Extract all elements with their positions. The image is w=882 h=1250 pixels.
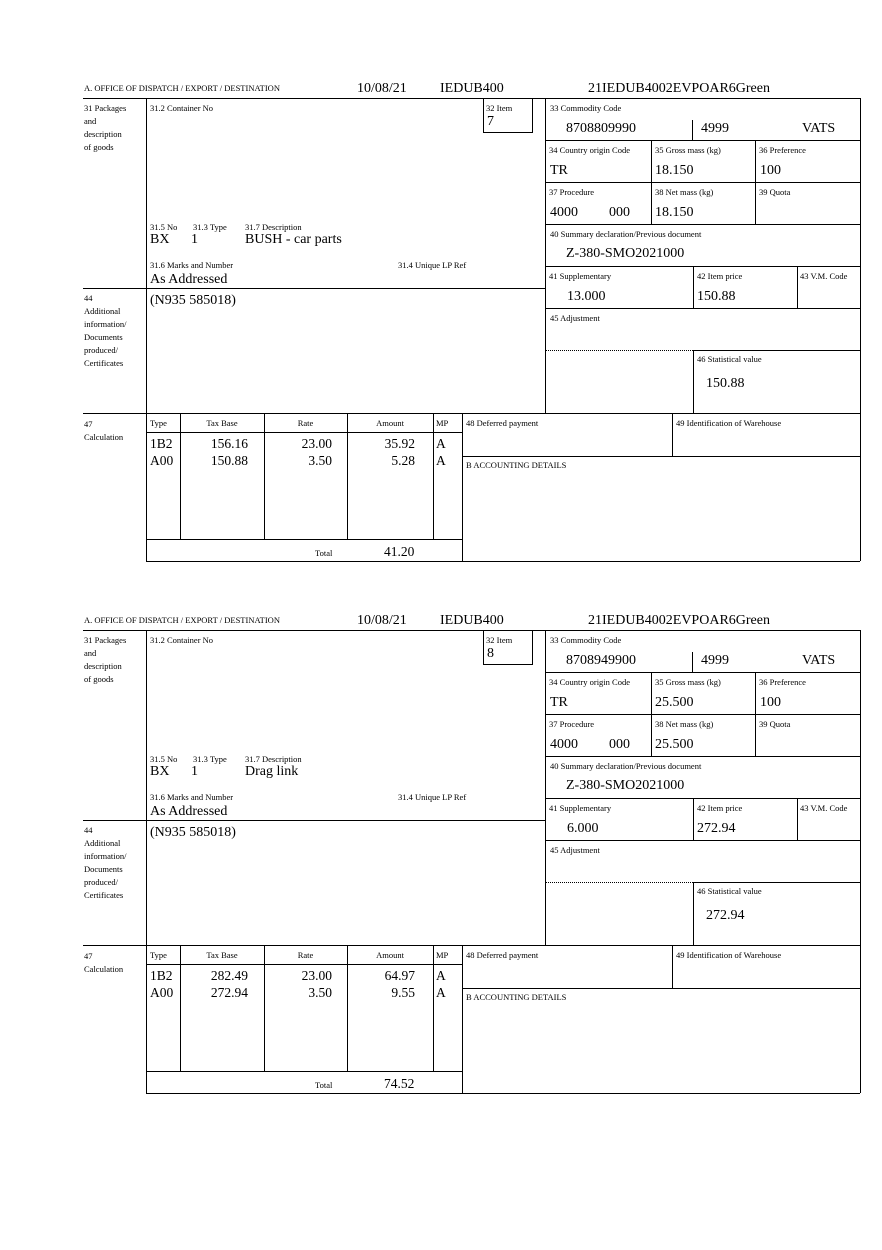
stat-value-label: 46 Statistical value <box>697 354 762 364</box>
header-date: 10/08/21 <box>357 613 407 628</box>
row-line-413 <box>83 413 860 414</box>
row-line-182 <box>545 182 860 183</box>
gross-mass-label: 35 Gross mass (kg) <box>655 677 721 687</box>
col-mp-header: MP <box>436 950 449 960</box>
row-line-308 <box>545 308 860 309</box>
box31-label: 31 Packages and description of goods <box>84 103 127 152</box>
package-no: BX <box>150 232 170 247</box>
gross-mass: 18.150 <box>655 163 694 178</box>
calc-col-line-4 <box>433 945 434 1071</box>
col-rate-header: Rate <box>297 418 314 428</box>
warehouse-id-label: 49 Identification of Warehouse <box>676 950 782 960</box>
country-origin: TR <box>550 695 568 710</box>
type-label: 31.3 Type <box>193 754 227 764</box>
col-line-672 <box>672 413 673 456</box>
calc-header-line <box>146 964 462 965</box>
calc-row-1-type: 1B2 <box>150 436 173 451</box>
goods-description: BUSH - car parts <box>245 232 342 247</box>
calc-right-line <box>462 945 463 1093</box>
commodity-add-code: 4999 <box>701 121 729 136</box>
commodity-code-label: 33 Commodity Code <box>550 103 622 113</box>
supplementary: 13.000 <box>567 289 606 304</box>
commodity-code: 8708809990 <box>566 121 636 136</box>
col-line-797 <box>797 266 798 308</box>
col-rate-header: Rate <box>297 950 314 960</box>
calc-col-line-3 <box>347 413 348 539</box>
unique-ref-label: 31.4 Unique LP Ref <box>398 260 467 270</box>
net-mass: 25.500 <box>655 737 694 752</box>
accounting-label: B ACCOUNTING DETAILS <box>466 992 567 1002</box>
row-line-288 <box>83 288 545 289</box>
procedure: 4000 <box>550 205 578 220</box>
procedure-label: 37 Procedure <box>549 719 595 729</box>
item-box-left-line <box>483 98 484 132</box>
item-box-right-line <box>532 630 533 664</box>
row-line-308 <box>545 840 860 841</box>
row-line-266 <box>545 266 860 267</box>
row-line-288 <box>83 820 545 821</box>
stat-value-label: 46 Statistical value <box>697 886 762 896</box>
procedure-label: 37 Procedure <box>549 187 595 197</box>
col-tax-base-header: Tax Base <box>206 950 238 960</box>
country-origin-label: 34 Country origin Code <box>549 677 630 687</box>
calc-row-1-tax-base: 282.49 <box>210 968 248 983</box>
frame-left-line <box>146 630 147 1093</box>
header-office: IEDUB400 <box>440 613 504 628</box>
package-type: 1 <box>191 232 198 247</box>
accounting-label: B ACCOUNTING DETAILS <box>466 460 567 470</box>
row-line-456 <box>462 456 860 457</box>
col-line-693 <box>693 798 694 840</box>
container-no-label: 31.2 Container No <box>150 103 214 113</box>
item-label: 32 Item <box>486 635 513 645</box>
row-line-350 <box>693 350 860 351</box>
frame-top-line <box>83 630 861 631</box>
item-price-label: 42 Item price <box>697 271 743 281</box>
commodity-add-code: 4999 <box>701 653 729 668</box>
calc-total-line <box>146 1071 462 1072</box>
calc-row-1-mp: A <box>436 968 446 983</box>
commodity-vat-code: VATS <box>802 653 836 668</box>
row-line-182 <box>545 714 860 715</box>
col-line-693 <box>693 266 694 308</box>
calc-row-2-tax-base: 150.88 <box>210 453 248 468</box>
summary-decl: Z-380-SMO2021000 <box>566 246 685 261</box>
summary-decl-label: 40 Summary declaration/Previous document <box>550 761 702 771</box>
item-box-left-line <box>483 630 484 664</box>
box44-label: 44 Additional information/ Documents produced/ Certificates <box>84 825 127 900</box>
calc-row-1-rate: 23.00 <box>301 968 332 983</box>
col-type-header: Type <box>150 418 167 428</box>
description-label: 31.7 Description <box>245 222 302 232</box>
dotted-line-350 <box>545 882 693 883</box>
procedure: 4000 <box>550 737 578 752</box>
calc-row-1-mp: A <box>436 436 446 451</box>
total-value: 41.20 <box>384 544 415 559</box>
summary-decl-label: 40 Summary declaration/Previous document <box>550 229 702 239</box>
col-line-672 <box>672 945 673 988</box>
calc-col-line-4 <box>433 413 434 539</box>
calc-col-line-3 <box>347 945 348 1071</box>
marks-label: 31.6 Marks and Number <box>150 260 234 270</box>
stat-box-left-line <box>693 882 694 945</box>
no-label: 31.5 No <box>150 754 178 764</box>
supplementary-label: 41 Supplementary <box>549 803 612 813</box>
net-mass-label: 38 Net mass (kg) <box>655 187 714 197</box>
box31-label: 31 Packages and description of goods <box>84 635 127 684</box>
box47-label: 47 Calculation <box>84 419 124 442</box>
col-line-797 <box>797 798 798 840</box>
calc-row-2-amount: 9.55 <box>391 985 415 1000</box>
total-label: Total <box>315 1080 333 1090</box>
description-label: 31.7 Description <box>245 754 302 764</box>
frame-bottom-line <box>146 1093 860 1094</box>
commodity-code: 8708949900 <box>566 653 636 668</box>
header-reference: 21IEDUB4002EVPOAR6Green <box>588 613 770 628</box>
header-title: A. OFFICE OF DISPATCH / EXPORT / DESTINATION <box>84 615 280 625</box>
total-value: 74.52 <box>384 1076 415 1091</box>
deferred-payment-label: 48 Deferred payment <box>466 950 539 960</box>
additional-info: (N935 585018) <box>150 825 236 840</box>
col-type-header: Type <box>150 950 167 960</box>
frame-left-line <box>146 98 147 561</box>
calc-row-2-rate: 3.50 <box>308 453 332 468</box>
calc-row-2-type: A00 <box>150 453 174 468</box>
package-type: 1 <box>191 764 198 779</box>
supplementary-label: 41 Supplementary <box>549 271 612 281</box>
stat-box-left-line <box>693 350 694 413</box>
calc-row-2-mp: A <box>436 985 446 1000</box>
goods-description: Drag link <box>245 764 299 779</box>
calc-col-line-1 <box>180 413 181 539</box>
row-line-350 <box>693 882 860 883</box>
row-line-266 <box>545 798 860 799</box>
marks-label: 31.6 Marks and Number <box>150 792 234 802</box>
supplementary: 6.000 <box>567 821 599 836</box>
col-mp-header: MP <box>436 418 449 428</box>
vm-code-label: 43 V.M. Code <box>800 803 848 813</box>
col-amount-header: Amount <box>376 418 404 428</box>
package-no: BX <box>150 764 170 779</box>
box44-label: 44 Additional information/ Documents produced/ Certificates <box>84 293 127 368</box>
gross-mass: 25.500 <box>655 695 694 710</box>
additional-info: (N935 585018) <box>150 293 236 308</box>
header-office: IEDUB400 <box>440 81 504 96</box>
commodity-divider <box>692 652 693 672</box>
commodity-code-label: 33 Commodity Code <box>550 635 622 645</box>
total-label: Total <box>315 548 333 558</box>
frame-right-line <box>860 630 861 1093</box>
unique-ref-label: 31.4 Unique LP Ref <box>398 792 467 802</box>
dotted-vertical-left <box>545 882 546 945</box>
col-amount-header: Amount <box>376 950 404 960</box>
header-date: 10/08/21 <box>357 81 407 96</box>
preference-label: 36 Preference <box>759 145 806 155</box>
calc-row-1-tax-base: 156.16 <box>210 436 248 451</box>
net-mass: 18.150 <box>655 205 694 220</box>
dotted-line-350 <box>545 350 693 351</box>
quota-label: 39 Quota <box>759 187 791 197</box>
frame-right-line <box>860 98 861 561</box>
commodity-vat-code: VATS <box>802 121 836 136</box>
commodity-divider <box>692 120 693 140</box>
warehouse-id-label: 49 Identification of Warehouse <box>676 418 782 428</box>
item-number: 7 <box>487 114 494 129</box>
calc-header-line <box>146 432 462 433</box>
header-reference: 21IEDUB4002EVPOAR6Green <box>588 81 770 96</box>
preference: 100 <box>760 695 781 710</box>
calc-row-2-mp: A <box>436 453 446 468</box>
item-box-right-line <box>532 98 533 132</box>
row-line-413 <box>83 945 860 946</box>
net-mass-label: 38 Net mass (kg) <box>655 719 714 729</box>
item-label: 32 Item <box>486 103 513 113</box>
box47-label: 47 Calculation <box>84 951 124 974</box>
gross-mass-label: 35 Gross mass (kg) <box>655 145 721 155</box>
calc-col-line-2 <box>264 413 265 539</box>
preference-label: 36 Preference <box>759 677 806 687</box>
adjustment-label: 45 Adjustment <box>550 845 600 855</box>
item-price: 272.94 <box>697 821 736 836</box>
country-origin: TR <box>550 163 568 178</box>
calc-row-2-type: A00 <box>150 985 174 1000</box>
item-box-bottom-line <box>483 664 533 665</box>
country-origin-label: 34 Country origin Code <box>549 145 630 155</box>
marks: As Addressed <box>150 272 228 287</box>
calc-row-1-type: 1B2 <box>150 968 173 983</box>
calc-row-2-amount: 5.28 <box>391 453 415 468</box>
deferred-payment-label: 48 Deferred payment <box>466 418 539 428</box>
quota-label: 39 Quota <box>759 719 791 729</box>
item-number: 8 <box>487 646 494 661</box>
container-no-label: 31.2 Container No <box>150 635 214 645</box>
calc-row-1-amount: 64.97 <box>384 968 415 983</box>
procedure-add: 000 <box>609 737 630 752</box>
row-line-456 <box>462 988 860 989</box>
row-line-140 <box>545 672 860 673</box>
calc-row-1-rate: 23.00 <box>301 436 332 451</box>
item-box-bottom-line <box>483 132 533 133</box>
calc-row-2-rate: 3.50 <box>308 985 332 1000</box>
customs-item-form-1 <box>0 0 882 559</box>
frame-top-line <box>83 98 861 99</box>
item-price: 150.88 <box>697 289 736 304</box>
dotted-vertical-left <box>545 350 546 413</box>
row-line-140 <box>545 140 860 141</box>
customs-item-form-2 <box>0 532 882 1091</box>
item-price-label: 42 Item price <box>697 803 743 813</box>
row-line-224 <box>545 756 860 757</box>
stat-value: 272.94 <box>706 908 745 923</box>
calc-row-2-tax-base: 272.94 <box>210 985 248 1000</box>
header-title: A. OFFICE OF DISPATCH / EXPORT / DESTINATION <box>84 83 280 93</box>
type-label: 31.3 Type <box>193 222 227 232</box>
vm-code-label: 43 V.M. Code <box>800 271 848 281</box>
row-line-224 <box>545 224 860 225</box>
calc-col-line-2 <box>264 945 265 1071</box>
preference: 100 <box>760 163 781 178</box>
procedure-add: 000 <box>609 205 630 220</box>
col-tax-base-header: Tax Base <box>206 418 238 428</box>
summary-decl: Z-380-SMO2021000 <box>566 778 685 793</box>
no-label: 31.5 No <box>150 222 178 232</box>
stat-value: 150.88 <box>706 376 745 391</box>
calc-col-line-1 <box>180 945 181 1071</box>
marks: As Addressed <box>150 804 228 819</box>
calc-row-1-amount: 35.92 <box>384 436 415 451</box>
adjustment-label: 45 Adjustment <box>550 313 600 323</box>
